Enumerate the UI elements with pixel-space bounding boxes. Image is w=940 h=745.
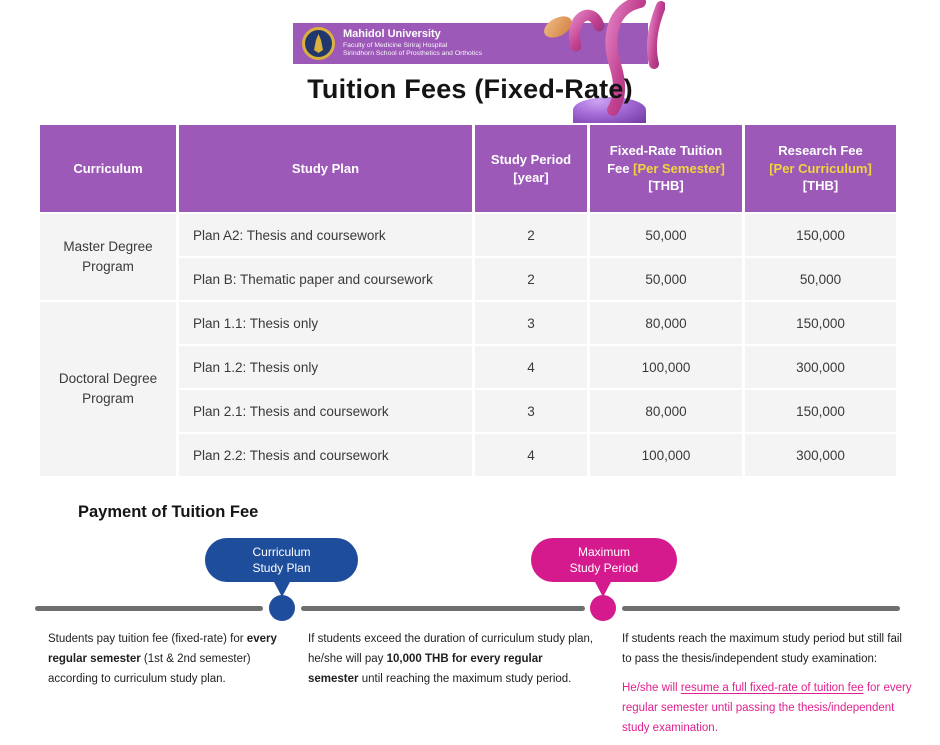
table-cell-fee: 50,000 — [590, 214, 742, 256]
milestone-label-line1: Maximum — [577, 544, 630, 559]
faculty-name: Faculty of Medicine Siriraj Hospital — [343, 41, 448, 49]
table-cell-years: 2 — [475, 214, 587, 256]
bubble-tail-icon — [594, 580, 612, 597]
tuition-header-text: Fixed-Rate Tuition Fee — [607, 143, 723, 176]
table-cell-plan: Plan 1.1: Thesis only — [179, 302, 472, 344]
timeline-segment — [622, 606, 900, 611]
table-cell-research: 150,000 — [745, 390, 896, 432]
table-cell-research: 150,000 — [745, 302, 896, 344]
milestone-label-line1: Curriculum — [252, 544, 311, 559]
milestone-bubble-curriculum — [205, 538, 358, 582]
payment-note-2 — [308, 629, 596, 689]
timeline-dot-maximum — [590, 595, 616, 621]
table-cell-plan: Plan 1.2: Thesis only — [179, 346, 472, 388]
payment-section-heading: Payment of Tuition Fee — [78, 503, 259, 521]
table-cell-plan: Plan 2.1: Thesis and coursework — [179, 390, 472, 432]
table-cell-research: 300,000 — [745, 346, 896, 388]
milestone-label-line2: Study Period — [569, 561, 639, 575]
note-text: If students exceed the duration of curriculum study plan, he/she will pay — [308, 633, 594, 665]
note-underlined-text: resume a full fixed-rate of tuition fee — [680, 682, 864, 694]
table-cell-fee: 80,000 — [590, 390, 742, 432]
table-cell-years: 4 — [475, 346, 587, 388]
university-banner — [293, 23, 648, 64]
table-cell-years: 2 — [475, 258, 587, 300]
note-black-paragraph: If students reach the maximum study period but still fail to pass the thesis/independent study examination: — [622, 633, 902, 665]
banner-text — [343, 28, 482, 59]
note-bold-text: every regular semester — [48, 633, 277, 665]
note-text: until reaching the maximum study period. — [358, 673, 572, 685]
col-header-curriculum: Curriculum — [40, 125, 176, 212]
research-header-text: Research Fee — [778, 143, 863, 159]
table-cell-plan: Plan A2: Thesis and coursework — [179, 214, 472, 256]
table-cell-fee: 100,000 — [590, 434, 742, 476]
note-text: He/she will — [622, 682, 681, 694]
university-name: Mahidol University — [343, 28, 441, 41]
table-cell-years: 3 — [475, 302, 587, 344]
table-cell-plan: Plan B: Thematic paper and coursework — [179, 258, 472, 300]
table-cell-fee: 80,000 — [590, 302, 742, 344]
table-cell-research: 300,000 — [745, 434, 896, 476]
payment-note-1 — [48, 629, 290, 689]
mahidol-university-logo-icon — [302, 27, 335, 60]
note-pink-paragraph — [622, 678, 914, 738]
study-period-line2: [year] — [513, 169, 549, 185]
table-cell-years: 4 — [475, 434, 587, 476]
timeline-dot-curriculum — [269, 595, 295, 621]
table-cell-years: 3 — [475, 390, 587, 432]
timeline-segment — [35, 606, 263, 611]
milestone-label-line2: Study Plan — [252, 561, 311, 575]
curriculum-group-master: Master Degree Program — [40, 214, 176, 300]
note-text: (1st & 2nd semester) according to curriculum study plan. — [48, 653, 251, 685]
note-text: Students pay tuition fee (fixed-rate) for — [48, 633, 247, 645]
tuition-header-per-semester: [Per Semester] — [633, 160, 725, 176]
col-header-tuition-fee — [590, 125, 742, 212]
research-header-unit: [THB] — [802, 178, 839, 194]
page-title: Tuition Fees (Fixed-Rate) — [307, 74, 633, 104]
col-header-study-plan: Study Plan — [179, 125, 472, 212]
note-text: for every regular semester until passing the thesis/independent study examination. — [622, 682, 912, 734]
research-header-per-curriculum: [Per Curriculum] — [769, 160, 872, 176]
table-cell-fee: 50,000 — [590, 258, 742, 300]
ribbon-edge-icon — [652, 6, 661, 64]
bubble-tail-icon — [273, 580, 291, 597]
tuition-fee-table — [40, 125, 896, 476]
curriculum-group-doctoral: Doctoral Degree Program — [40, 302, 176, 476]
note-bold-text: 10,000 THB for every regular semester — [308, 653, 543, 685]
milestone-bubble-maximum — [531, 538, 677, 582]
col-header-research-fee — [745, 125, 896, 212]
table-cell-plan: Plan 2.2: Thesis and coursework — [179, 434, 472, 476]
study-period-line1: Study Period — [490, 151, 572, 167]
tuition-header-unit: [THB] — [648, 178, 684, 194]
table-cell-research: 50,000 — [745, 258, 896, 300]
table-cell-research: 150,000 — [745, 214, 896, 256]
col-header-study-period — [475, 125, 587, 212]
school-name: Sirindhorn School of Prosthetics and Orthotics — [343, 50, 483, 58]
table-cell-fee: 100,000 — [590, 346, 742, 388]
payment-note-3 — [622, 629, 914, 738]
timeline-segment — [301, 606, 585, 611]
